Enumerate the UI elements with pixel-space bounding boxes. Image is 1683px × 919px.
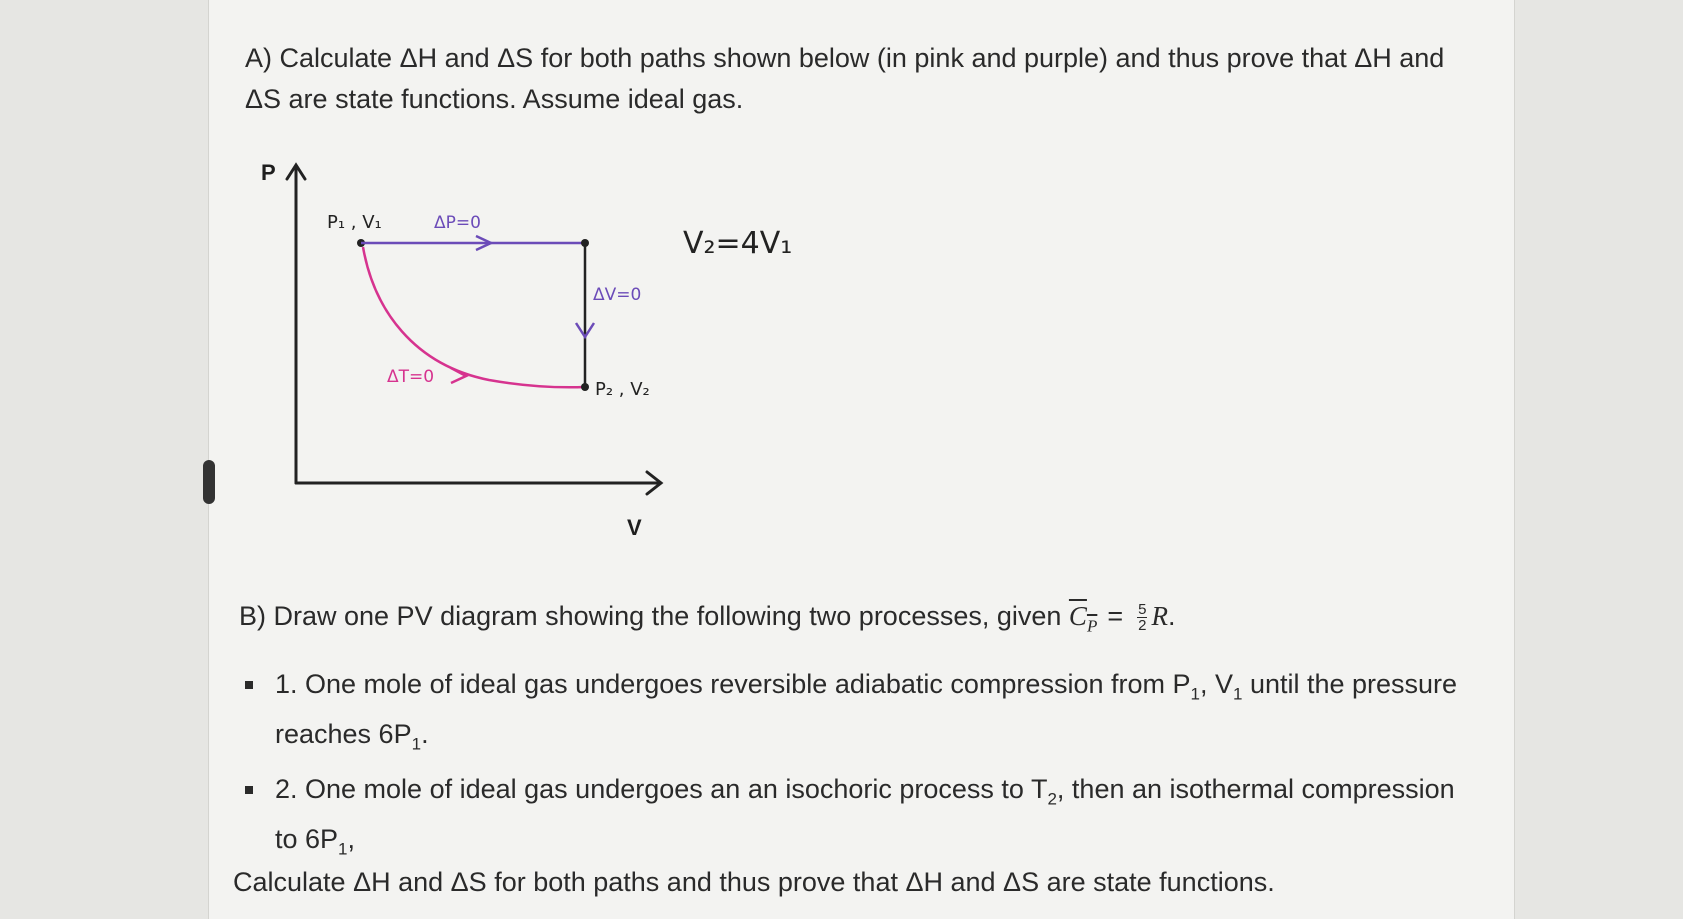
worksheet-page <box>208 0 1515 919</box>
volume-relation: V₂=4V₁ <box>683 226 793 261</box>
equals-sign: = <box>1107 601 1124 631</box>
isothermal-label: ΔT=0 <box>387 367 435 387</box>
five-halves-fraction: $\frac{5}{2}$ <box>1138 601 1147 635</box>
process-item-1: 1. One mole of ideal gas undergoes reversible adiabatic compression from $P_1$, $V_1$ until the pressure reaches $6P_1$. <box>245 664 1465 765</box>
cp-symbol: $C_P$ <box>1068 601 1098 636</box>
bullet-square-icon <box>245 786 253 794</box>
closing-question: Calculate ΔH and ΔS for both paths and thus prove that ΔH and ΔS are state functions. <box>233 867 1275 897</box>
y-axis-line <box>287 165 305 483</box>
part-a-question: A) Calculate ΔH and ΔS for both paths shown below (in pink and purple) and thus prove that ΔH and ΔS are state functions. Assume ideal gas. <box>245 43 1445 114</box>
pv-diagram <box>239 145 839 540</box>
gas-constant-symbol: R <box>1151 601 1168 631</box>
x-axis-label: V <box>627 515 642 540</box>
isobaric-label: ΔP=0 <box>434 213 481 233</box>
bullet-square-icon <box>245 681 253 689</box>
part-b-intro: B) Draw one PV diagram showing the following two processes, given <box>239 601 1062 631</box>
isochoric-label: ΔV=0 <box>593 285 642 305</box>
y-axis-label: P <box>261 160 276 185</box>
window-edge-handle <box>203 460 215 504</box>
x-axis-line <box>296 472 661 494</box>
process-list <box>245 664 1465 874</box>
state-2-label: P₂ , V₂ <box>595 379 650 400</box>
state-2-point <box>581 383 589 391</box>
part-b-question: B) Draw one PV diagram showing the following two processes, given $C_P$ = $\frac{5}{2}$ R. <box>239 601 1176 636</box>
state-1-label: P₁ , V₁ <box>327 212 382 233</box>
process-item-2: 2. One mole of ideal gas undergoes an an isochoric process to $T_2$, then an isothermal compression to $6P_1$, <box>245 769 1465 870</box>
